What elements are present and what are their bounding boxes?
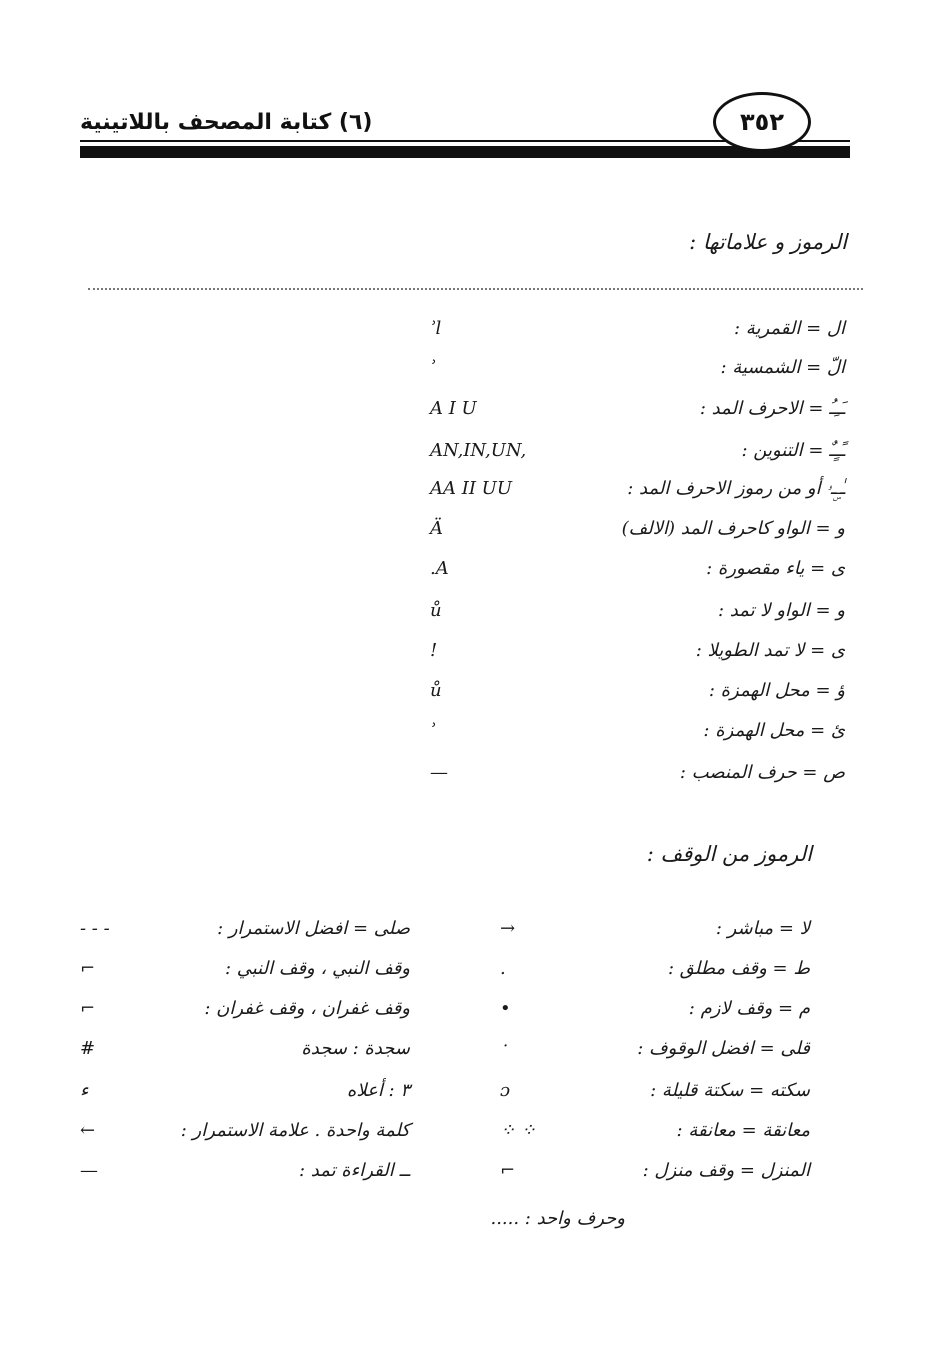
pause-mark-description: صلى = افضل الاستمرار : bbox=[217, 918, 410, 939]
pause-mark-symbol: . bbox=[500, 958, 506, 979]
header-rule-thick bbox=[80, 146, 850, 158]
pause-mark-symbol: ⁘ ⁘ bbox=[500, 1120, 536, 1141]
pause-right-row bbox=[500, 918, 810, 958]
pause-mark-symbol: ء bbox=[80, 1080, 89, 1101]
pause-mark-description: المنزل = وقف منزل : bbox=[642, 1160, 810, 1181]
symbol-transliteration: ʾl bbox=[430, 318, 442, 339]
symbol-row bbox=[420, 640, 845, 680]
pause-mark-description: سكته = سكتة قليلة : bbox=[650, 1080, 810, 1101]
symbol-description: ـَـِـُ = الاحرف المد : bbox=[699, 398, 845, 419]
pause-mark-symbol: - - - bbox=[80, 918, 110, 939]
pause-mark-description: سجدة : سجدة bbox=[301, 1038, 410, 1059]
symbol-transliteration: ʾ bbox=[430, 357, 436, 378]
symbol-row bbox=[420, 318, 845, 358]
pause-right-row bbox=[500, 1080, 810, 1120]
symbol-transliteration: ! bbox=[430, 640, 438, 661]
pause-mark-description: وقف النبي ، وقف النبي : bbox=[224, 958, 410, 979]
page-number: ٣٥٢ bbox=[740, 108, 784, 136]
pause-right-row bbox=[500, 1120, 810, 1160]
symbol-transliteration: AN,IN,UN, bbox=[430, 440, 527, 461]
symbol-transliteration: ů bbox=[430, 680, 442, 701]
pause-mark-symbol: ⌐ bbox=[80, 998, 96, 1019]
pause-left-row bbox=[80, 918, 410, 958]
symbol-description: ص = حرف المنصب : bbox=[679, 762, 845, 783]
pause-mark-symbol: ॱ bbox=[500, 1040, 506, 1061]
footer-line: وحرف واحد : ..... bbox=[490, 1208, 625, 1229]
pause-mark-description: وقف غفران ، وقف غفران : bbox=[204, 998, 410, 1019]
dotted-divider bbox=[88, 288, 863, 290]
pause-mark-description: قلى = افضل الوقوف : bbox=[637, 1038, 810, 1059]
pause-left-row bbox=[80, 958, 410, 998]
pause-mark-symbol: ⌐ bbox=[500, 1160, 516, 1181]
symbol-row bbox=[420, 478, 845, 518]
symbols-heading: الرموز و علاماتها : bbox=[689, 230, 847, 254]
pause-heading: الرموز من الوقف : bbox=[646, 842, 812, 866]
pause-left-row bbox=[80, 998, 410, 1038]
symbol-transliteration: — bbox=[430, 762, 448, 783]
pause-right-row bbox=[500, 958, 810, 998]
symbol-row bbox=[420, 680, 845, 720]
pause-left-row bbox=[80, 1120, 410, 1160]
pause-left-row bbox=[80, 1160, 410, 1200]
symbol-transliteration: AA II UU bbox=[430, 478, 513, 499]
symbol-description: ـٰـۣـۥ أو من رموز الاحرف المد : bbox=[627, 478, 845, 499]
symbol-row bbox=[420, 398, 845, 438]
pause-mark-symbol: ɔ bbox=[500, 1080, 511, 1101]
page-number-oval bbox=[713, 92, 811, 152]
symbol-description: الّ = الشمسية : bbox=[720, 357, 845, 378]
pause-mark-description: ط = وقف مطلق : bbox=[668, 958, 810, 979]
pause-left-row bbox=[80, 1080, 410, 1120]
symbol-row bbox=[420, 558, 845, 598]
pause-right-row bbox=[500, 1038, 810, 1078]
pause-mark-description: لا = مباشر : bbox=[715, 918, 810, 939]
symbol-transliteration: ʾ bbox=[430, 720, 436, 741]
pause-mark-description: ٣ : أعلاه bbox=[346, 1080, 410, 1101]
symbol-row bbox=[420, 600, 845, 640]
pause-mark-description: م = وقف لازم : bbox=[688, 998, 810, 1019]
pause-mark-description: ــ القراءة تمد : bbox=[298, 1160, 410, 1181]
symbol-description: ال = القمرية : bbox=[734, 318, 845, 339]
pause-mark-symbol: • bbox=[500, 998, 511, 1019]
pause-left-row bbox=[80, 1038, 410, 1078]
pause-mark-symbol: ⌐ bbox=[80, 958, 96, 979]
symbol-transliteration: .A bbox=[430, 558, 449, 579]
symbol-row bbox=[420, 518, 845, 558]
pause-mark-symbol: — bbox=[80, 1160, 98, 1181]
symbol-description: ى = ياء مقصورة : bbox=[706, 558, 845, 579]
pause-mark-symbol: # bbox=[80, 1038, 96, 1059]
symbol-description: ـًـٍـٌ = التنوين : bbox=[741, 440, 845, 461]
symbol-row bbox=[420, 720, 845, 760]
pause-mark-description: معانقة = معانقة : bbox=[676, 1120, 810, 1141]
book-title: (٦) كتابة المصحف باللاتينية bbox=[80, 110, 373, 135]
symbol-transliteration: Ä bbox=[430, 518, 443, 539]
pause-right-row bbox=[500, 1160, 810, 1200]
symbol-row bbox=[420, 762, 845, 802]
symbol-description: و = الواو كاحرف المد (الالف) bbox=[621, 518, 845, 539]
pause-mark-symbol: → bbox=[500, 918, 516, 939]
pause-mark-description: كلمة واحدة . علامة الاستمرار : bbox=[180, 1120, 410, 1141]
symbol-description: ئ = محل الهمزة : bbox=[703, 720, 845, 741]
symbol-transliteration: A I U bbox=[430, 398, 477, 419]
symbol-description: ى = لا تمد الطويلا : bbox=[695, 640, 845, 661]
symbol-description: و = الواو لا تمد : bbox=[717, 600, 845, 621]
pause-mark-symbol: ← bbox=[80, 1120, 96, 1141]
symbol-row bbox=[420, 357, 845, 397]
symbol-transliteration: ů bbox=[430, 600, 442, 621]
symbol-row bbox=[420, 440, 845, 480]
pause-right-row bbox=[500, 998, 810, 1038]
symbol-description: ؤ = محل الهمزة : bbox=[708, 680, 845, 701]
